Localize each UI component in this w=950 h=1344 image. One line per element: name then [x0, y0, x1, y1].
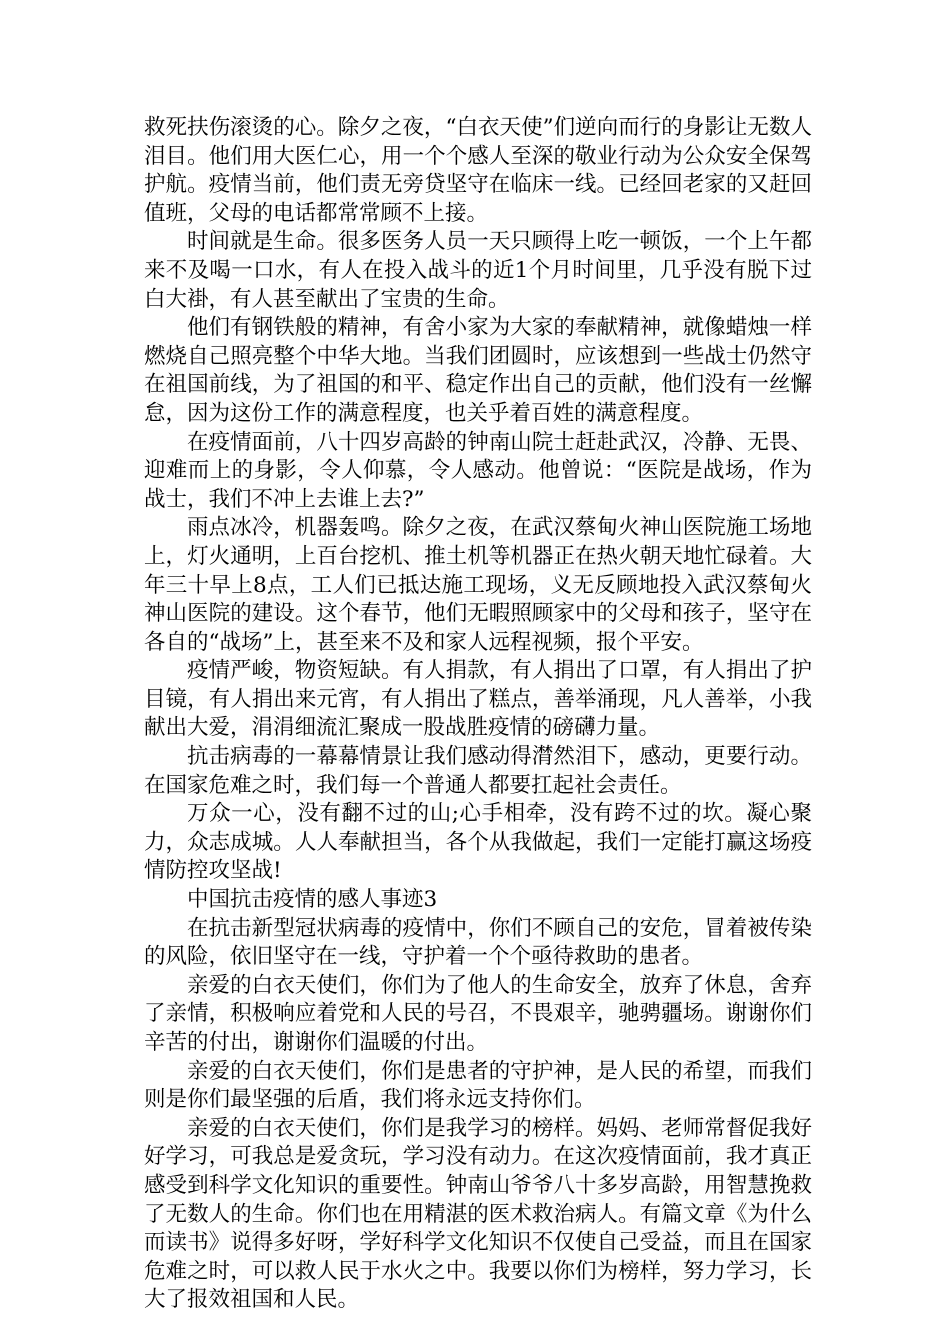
- paragraph-4: 在疫情面前，八十四岁高龄的钟南山院士赶赴武汉，冷静、无畏、迎难而上的身影，令人仰慕，令人感动。他曾说：“医院是战场，作为战士，我们不冲上去谁上去?”: [144, 429, 812, 512]
- paragraph-7: 抗击病毒的一幕幕情景让我们感动得潸然泪下，感动，更要行动。在国家危难之时，我们每一个普通人都要扛起社会责任。: [144, 744, 812, 798]
- paragraph-3: 他们有钢铁般的精神，有舍小家为大家的奉献精神，就像蜡烛一样燃烧自己照亮整个中华大地。当我们团圆时，应该想到一些战士仍然守在祖国前线，为了祖国的和平、稳定作出自己的贡献，他们没有一丝懈怠，因为这份工作的满意程度，也关乎着百姓的满意程度。: [144, 315, 812, 426]
- paragraph-1: 救死扶伤滚烫的心。除夕之夜，“白衣天使”们逆向而行的身影让无数人泪目。他们用大医仁心，用一个个感人至深的敬业行动为公众安全保驾护航。疫情当前，他们责无旁贷坚守在临床一线。已经回老家的又赶回值班，父母的电话都常常顾不上接。: [144, 115, 812, 226]
- paragraph-11: 亲爱的白衣天使们，你们是患者的守护神，是人民的希望，而我们则是你们最坚强的后盾，我们将永远支持你们。: [144, 1058, 812, 1113]
- paragraph-2: 时间就是生命。很多医务人员一天只顾得上吃一顿饭，一个上午都来不及喝一口水，有人在投入战斗的近1个月时间里，几乎没有脱下过白大褂，有人甚至献出了宝贵的生命。: [144, 229, 812, 312]
- paragraph-9: 在抗击新型冠状病毒的疫情中，你们不顾自己的安危，冒着被传染的风险，依旧坚守在一线，守护着一个个亟待救助的患者。: [144, 915, 812, 970]
- paragraph-10: 亲爱的白衣天使们，你们为了他人的生命安全，放弃了休息，舍弃了亲情，积极响应着党和人民的号召，不畏艰辛，驰骋疆场。谢谢你们辛苦的付出，谢谢你们温暖的付出。: [144, 972, 812, 1055]
- paragraph-5: 雨点冰冷，机器轰鸣。除夕之夜，在武汉蔡甸火神山医院施工场地上，灯火通明，上百台挖机、推土机等机器正在热火朝天地忙碌着。大年三十早上8点，工人们已抵达施工现场，义无反顾地投入武汉蔡甸火神山医院的建设。这个春节，他们无暇照顾家中的父母和孩子，坚守在各自的“战场”上，甚至来不及和家人远程视频，报个平安。: [144, 515, 812, 655]
- paragraph-8: 万众一心，没有翻不过的山;心手相牵，没有跨不过的坎。凝心聚力，众志成城。人人奉献担当，各个从我做起，我们一定能打赢这场疫情防控攻坚战!: [144, 801, 812, 884]
- paragraph-12: 亲爱的白衣天使们，你们是我学习的榜样。妈妈、老师常督促我好好学习，可我总是爱贪玩，学习没有动力。在这次疫情面前，我才真正感受到科学文化知识的重要性。钟南山爷爷八十多岁高龄，用智慧挽救了无数人的生命。你们也在用精湛的医术救治病人。有篇文章《为什么而读书》说得多好呀，学好科学文化知识不仅使自己受益，而且在国家危难之时，可以救人民于水火之中。我要以你们为榜样，努力学习，长大了报效祖国和人民。: [144, 1115, 812, 1313]
- section-heading: 中国抗击疫情的感人事迹3: [187, 887, 438, 913]
- paragraph-6: 疫情严峻，物资短缺。有人捐款，有人捐出了口罩，有人捐出了护目镜，有人捐出来元宵，有人捐出了糕点，善举涌现，凡人善举，小我献出大爱，涓涓细流汇聚成一股战胜疫情的磅礴力量。: [144, 658, 812, 741]
- document-body: [144, 114, 812, 1315]
